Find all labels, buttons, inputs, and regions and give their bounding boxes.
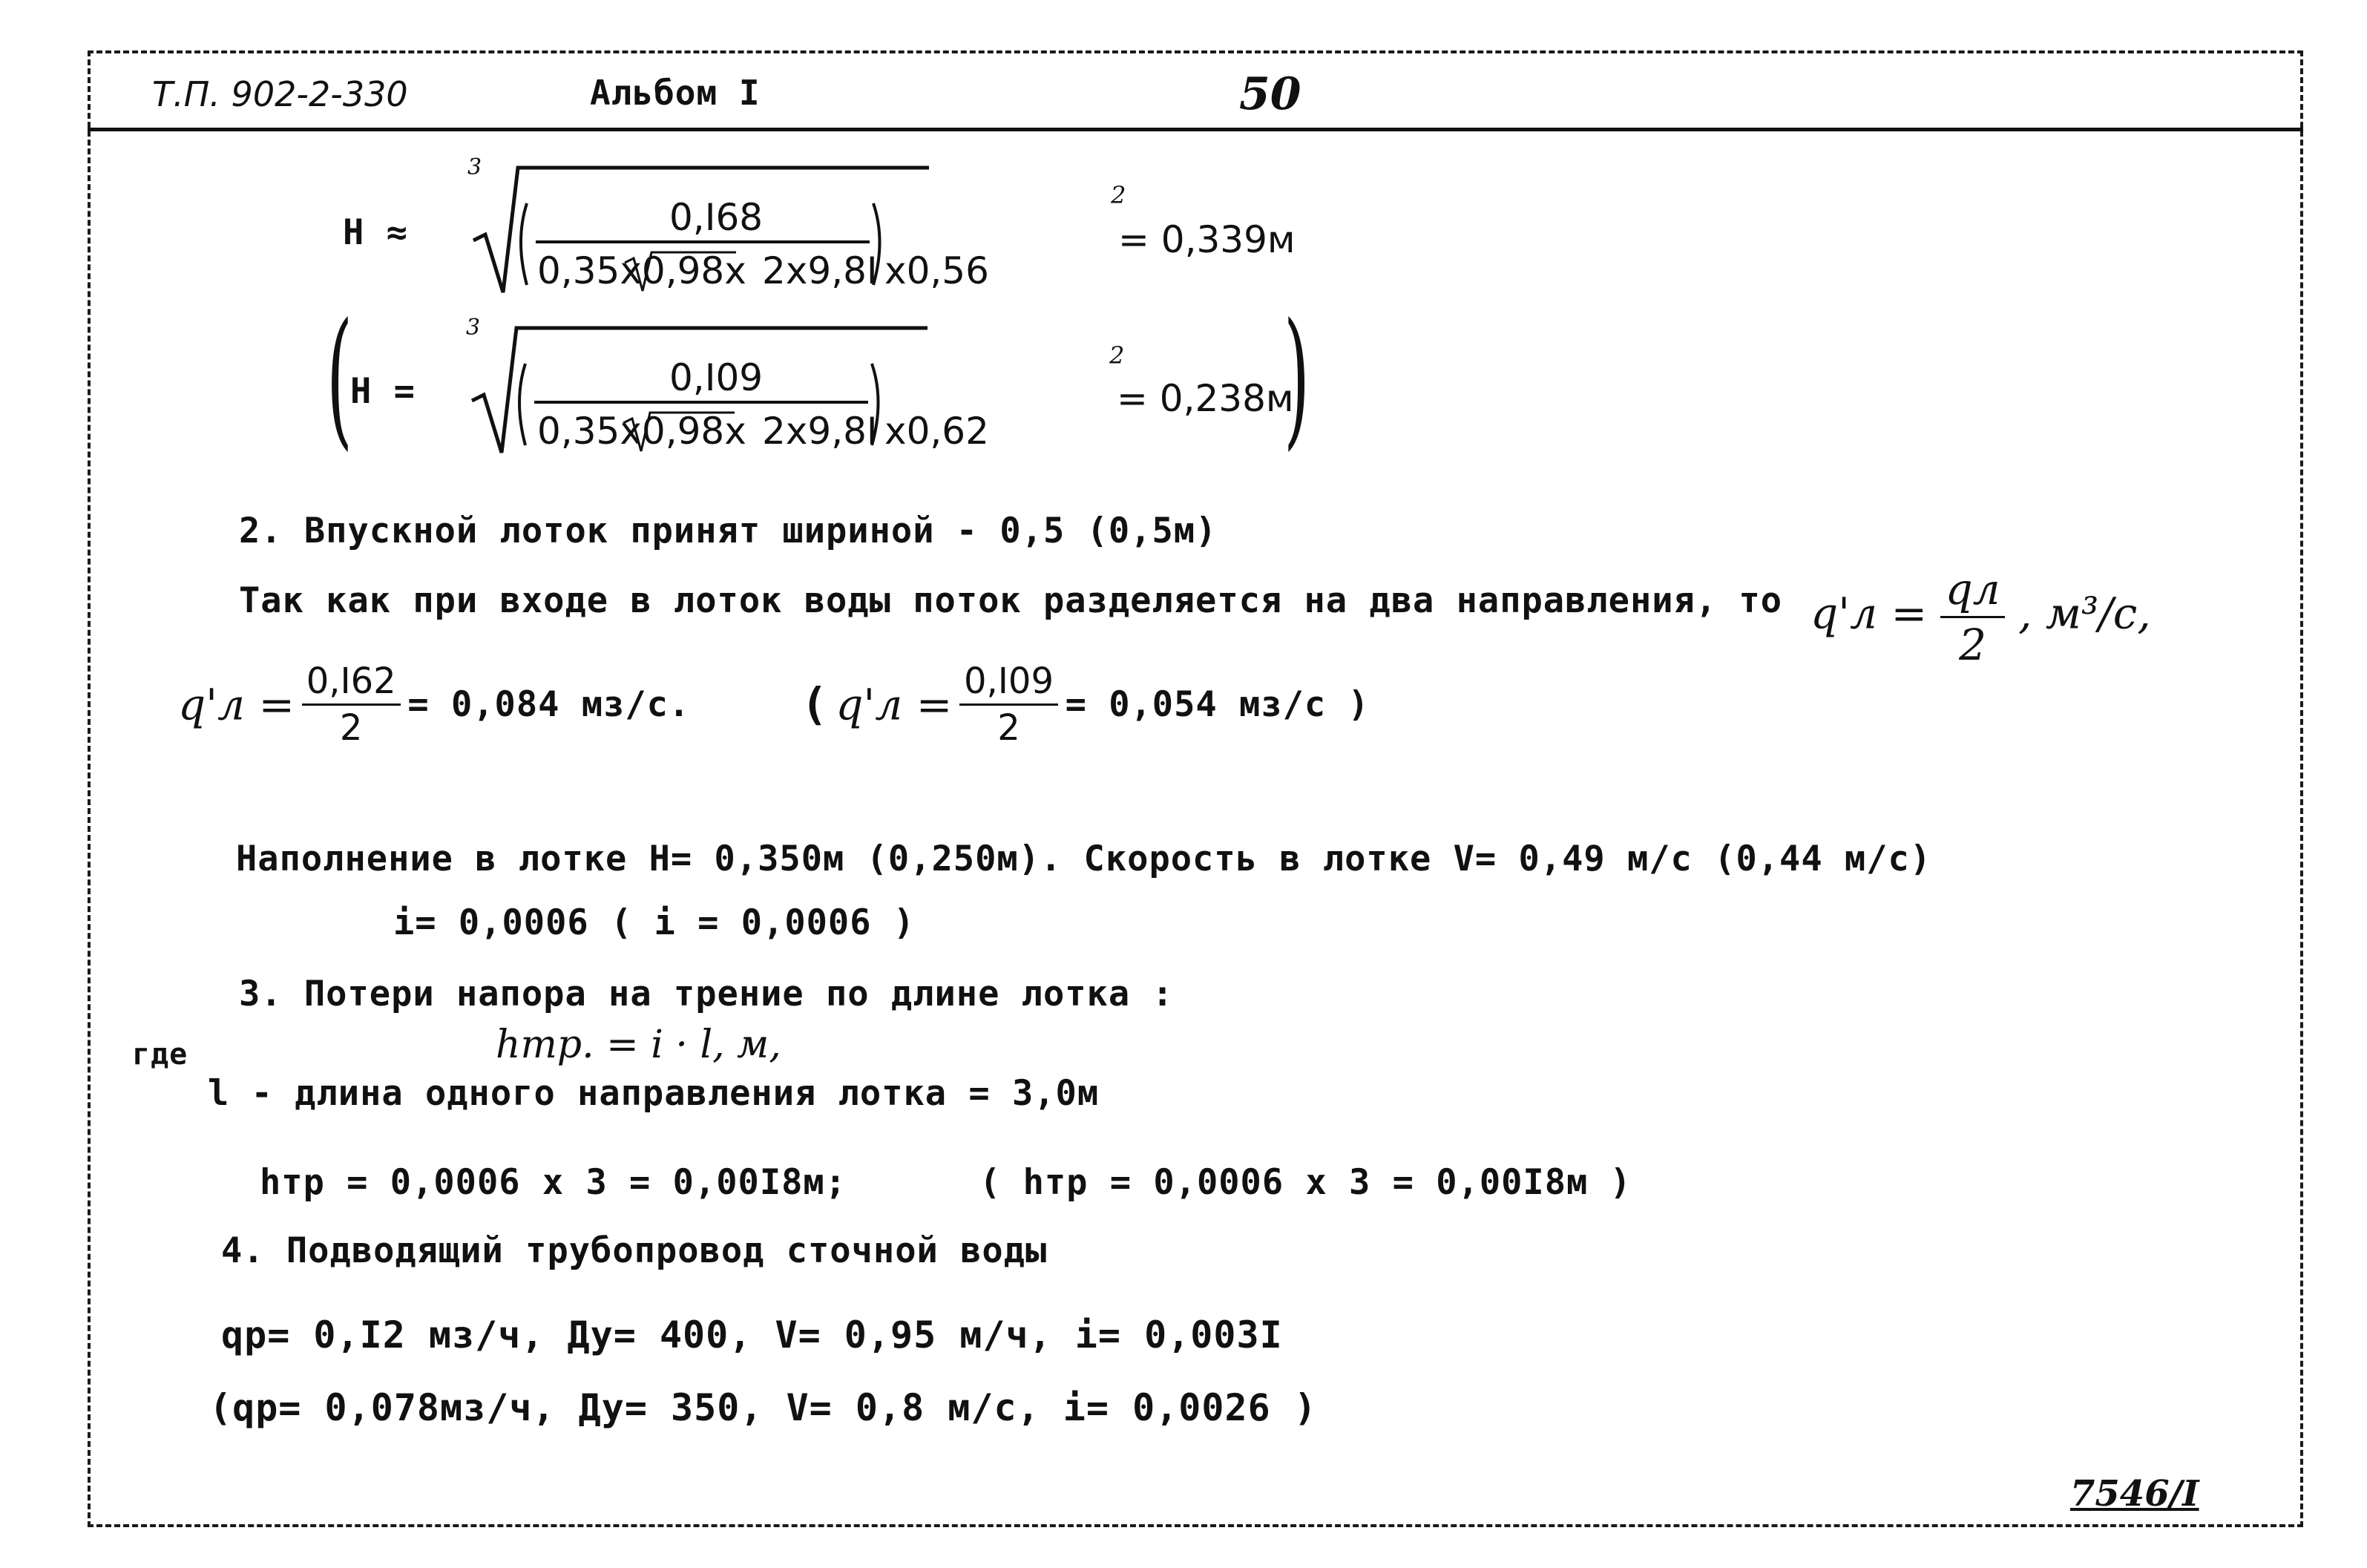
denominator-1a: 0,35x0,98x [537,249,746,292]
page-frame [88,50,2303,1527]
numerator-2: 0,I09 [669,356,764,399]
root-index-2: 3 [466,315,481,341]
result-2: = 0,238м [1117,377,1294,420]
q-formula-den: 2 [1959,620,1986,670]
q-calc-result: = 0,084 мз/с. [407,684,691,725]
album-label: Альбом I [590,73,761,113]
sentence-division: Так как при входе в лоток воды поток разделяется на два направления, то [239,580,1783,621]
q-calc [178,660,1370,749]
q-formula-unit: , м³/с, [2018,588,2151,639]
head-loss-calc: hтр = 0,0006 x 3 = 0,00I8м; [260,1162,847,1203]
q-calc-lhs: q'л = [178,679,295,730]
q-calc-num: 0,I62 [302,660,401,706]
denominator-1b: x0,56 [884,249,989,292]
exponent-2: 2 [1109,341,1125,370]
length-definition: l - длина одного направления лотка = 3,0м [208,1073,1100,1114]
item-2: 2. Впускной лоток принят шириной - 0,5 (0,5м) [239,511,1218,551]
root-index-1: 3 [467,154,482,180]
where-label: где [132,1037,188,1072]
q-calc-alt-open: ( [801,678,829,731]
denominator-2b: x0,62 [884,410,989,453]
pipe-line-2: (qр= 0,078мз/ч, Ду= 350, V= 0,8 м/с, i= 0,0026 ) [209,1386,1317,1429]
sheet-stamp: 7546/I [2070,1473,2199,1515]
denominator-2a: 0,35x0,98x [537,410,746,453]
numerator-1: 0,I68 [669,196,764,239]
formula-1-lhs: H ≈ [343,212,408,253]
denominator-1-root: 2x9,8I [762,249,878,292]
doc-code: Т.П. 902-2-330 [152,74,408,114]
exponent-1: 2 [1111,181,1126,209]
q-calc-alt-lhs: q'л = [835,679,953,730]
q-calc-alt-den: 2 [997,707,1020,749]
q-formula [1810,564,2151,670]
formula-2-lhs: H = [350,371,416,412]
q-calc-alt-result: = 0,054 мз/с ) [1065,684,1370,725]
slope-line: i= 0,0006 ( i = 0,0006 ) [393,902,916,943]
q-formula-fraction [1940,564,2004,670]
page-number: 50 [1239,68,1301,120]
fill-velocity-line: Наполнение в лотке H= 0,350м (0,250м). Скорость в лотке V= 0,49 м/с (0,44 м/с) [236,839,1932,879]
q-formula-num: qл [1940,564,2004,618]
q-calc-alt-num: 0,I09 [959,660,1058,706]
pipe-line-1: qр= 0,I2 мз/ч, Ду= 400, V= 0,95 м/ч, i= 0,003I [221,1313,1283,1357]
result-1: = 0,339м [1118,218,1296,261]
q-calc-alt-fraction [959,660,1058,749]
q-calc-fraction [302,660,401,749]
head-loss-calc-alt: ( hтр = 0,0006 x 3 = 0,00I8м ) [979,1162,1632,1203]
q-calc-den: 2 [339,707,363,749]
item-3: 3. Потери напора на трение по длине лотка : [239,974,1174,1014]
item-4: 4. Подводящий трубопровод сточной воды [221,1230,1048,1271]
head-loss-formula: hтр. = i · l, м, [496,1023,781,1067]
denominator-2-root: 2x9,8I [762,410,878,453]
q-formula-lhs: q'л = [1810,588,1928,639]
header-divider [88,128,2303,131]
